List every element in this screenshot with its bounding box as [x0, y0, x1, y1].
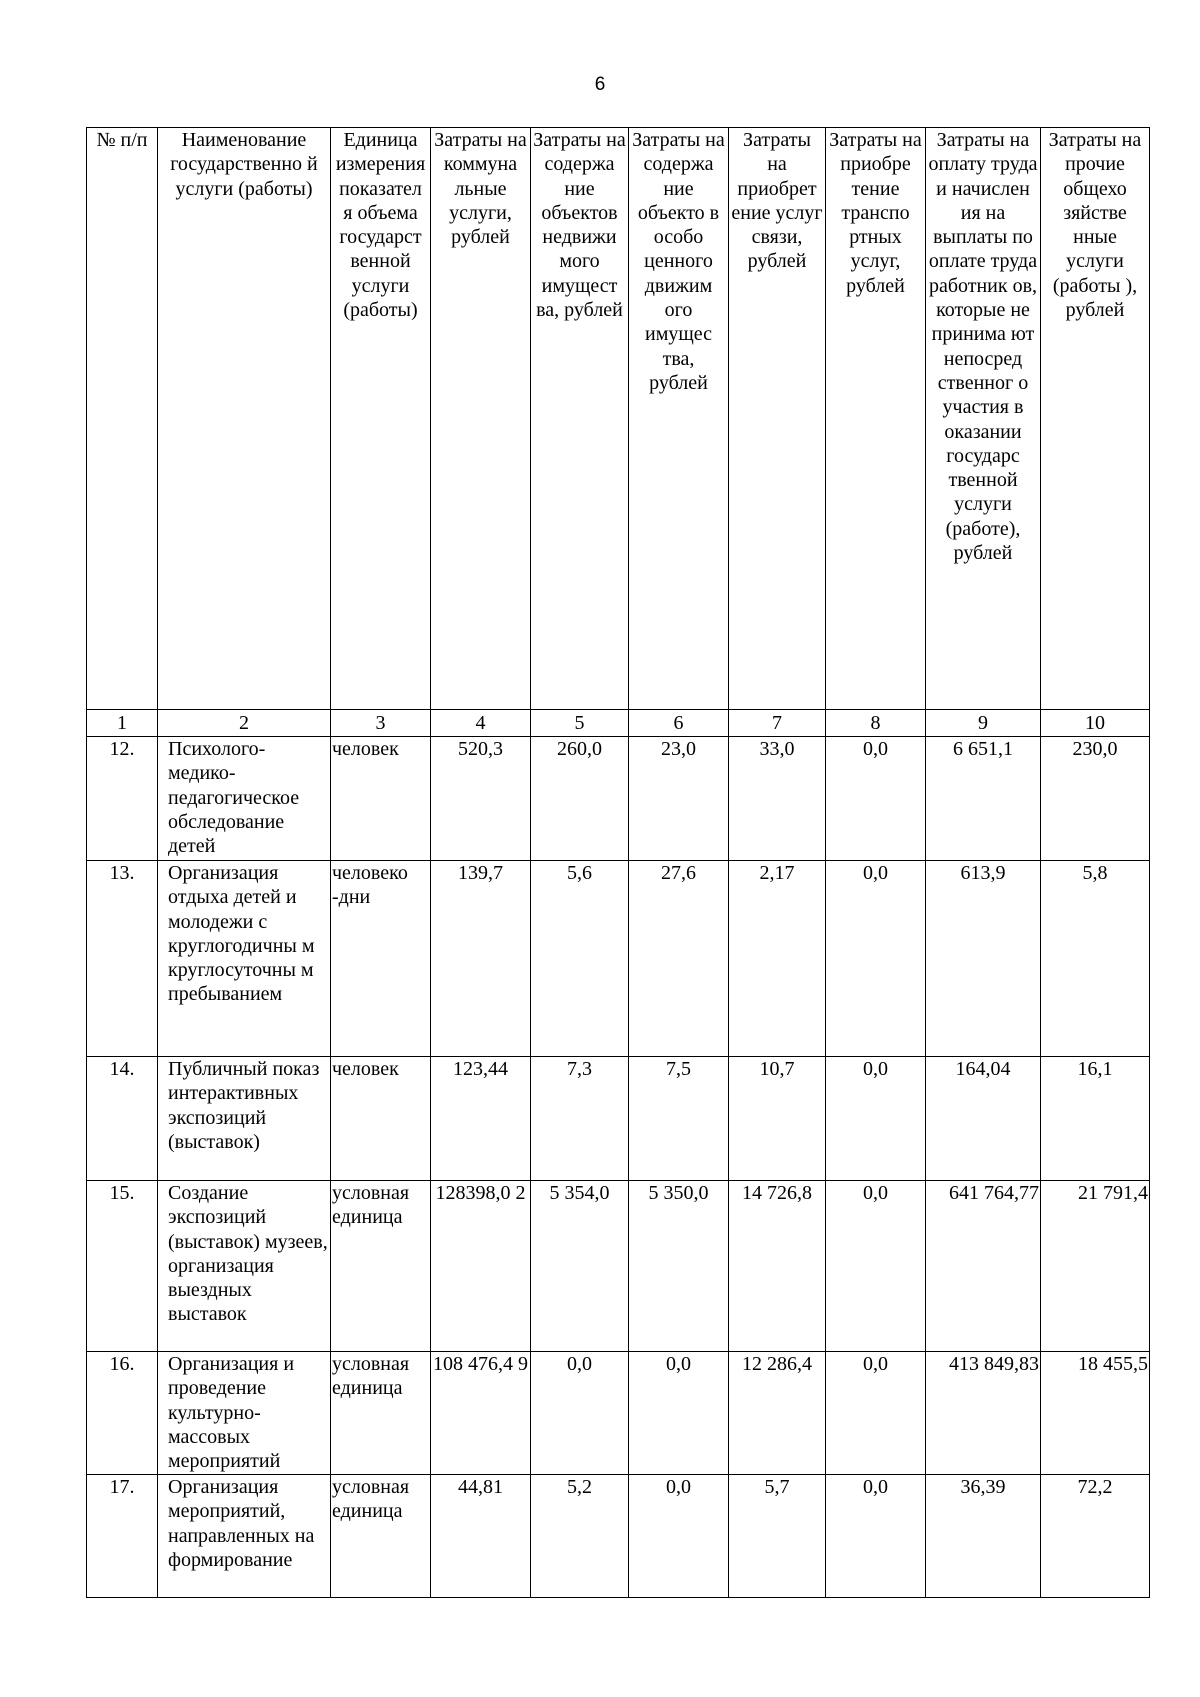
value-cell: 0,0 [629, 1352, 729, 1475]
column-number: 5 [531, 710, 629, 737]
value-cell: 44,81 [431, 1475, 531, 1598]
service-name: Публичный показ интерактивных экспозиций (выставок) [158, 1057, 331, 1181]
column-number: 2 [158, 710, 331, 737]
header-cell-communications: Затраты на приобрет ение услуг связи, рублей [729, 128, 826, 710]
value-cell: 0,0 [826, 861, 926, 1057]
value-cell: 5,2 [531, 1475, 629, 1598]
value-cell: 5,8 [1041, 861, 1150, 1057]
service-name: Организация мероприятий, направленных на формирование [158, 1475, 331, 1598]
column-number: 7 [729, 710, 826, 737]
value-cell: 520,3 [431, 737, 531, 861]
value-cell: 0,0 [531, 1352, 629, 1475]
table-row [87, 1057, 1150, 1181]
value-cell: 36,39 [926, 1475, 1041, 1598]
unit-cell: человеко -дни [331, 861, 431, 1057]
value-cell: 413 849,83 [926, 1352, 1041, 1475]
column-number-row [87, 710, 1150, 737]
value-cell: 2,17 [729, 861, 826, 1057]
value-cell: 123,44 [431, 1057, 531, 1181]
value-cell: 164,04 [926, 1057, 1041, 1181]
value-cell: 139,7 [431, 861, 531, 1057]
column-number: 8 [826, 710, 926, 737]
unit-cell: условная единица [331, 1352, 431, 1475]
value-cell: 5 354,0 [531, 1181, 629, 1352]
column-number: 4 [431, 710, 531, 737]
header-row [87, 128, 1150, 710]
column-number: 1 [87, 710, 158, 737]
value-cell: 641 764,77 [926, 1181, 1041, 1352]
column-number: 3 [331, 710, 431, 737]
header-cell-no: № п/п [87, 128, 158, 710]
column-number: 9 [926, 710, 1041, 737]
value-cell: 260,0 [531, 737, 629, 861]
header-cell-labor: Затраты на оплату труда и начислен ия на выплаты по оплате труда работник ов, которые не принима ют непосред ственног о участия в оказании государс твенной услуги (работе), рублей [926, 128, 1041, 710]
service-name: Психолого-медико-педагогическое обследование детей [158, 737, 331, 861]
value-cell: 27,6 [629, 861, 729, 1057]
unit-cell: условная единица [331, 1181, 431, 1352]
header-cell-real-estate: Затраты на содержа ние объектов недвижи мого имущест ва, рублей [531, 128, 629, 710]
row-number: 16. [87, 1352, 158, 1475]
header-cell-service-name: Наименование государственно й услуги (работы) [158, 128, 331, 710]
table-row [87, 1352, 1150, 1475]
value-cell: 0,0 [826, 1057, 926, 1181]
unit-cell: человек [331, 1057, 431, 1181]
table-row [87, 861, 1150, 1057]
value-cell: 230,0 [1041, 737, 1150, 861]
value-cell: 33,0 [729, 737, 826, 861]
value-cell: 16,1 [1041, 1057, 1150, 1181]
value-cell: 21 791,4 [1041, 1181, 1150, 1352]
column-number: 6 [629, 710, 729, 737]
table-row [87, 1475, 1150, 1598]
row-number: 17. [87, 1475, 158, 1598]
header-cell-transport: Затраты на приобре тение транспо ртных услуг, рублей [826, 128, 926, 710]
header-cell-unit: Единица измерения показател я объема государст венной услуги (работы) [331, 128, 431, 710]
value-cell: 23,0 [629, 737, 729, 861]
value-cell: 6 651,1 [926, 737, 1041, 861]
header-cell-utilities: Затраты на коммуна льные услуги, рублей [431, 128, 531, 710]
table-row [87, 1181, 1150, 1352]
unit-cell: человек [331, 737, 431, 861]
value-cell: 0,0 [826, 737, 926, 861]
value-cell: 5 350,0 [629, 1181, 729, 1352]
value-cell: 14 726,8 [729, 1181, 826, 1352]
header-cell-other: Затраты на прочие общехо зяйстве нные услуги (работы ), рублей [1041, 128, 1150, 710]
cost-table [86, 127, 1150, 1598]
value-cell: 72,2 [1041, 1475, 1150, 1598]
value-cell: 0,0 [826, 1181, 926, 1352]
value-cell: 613,9 [926, 861, 1041, 1057]
row-number: 12. [87, 737, 158, 861]
value-cell: 7,3 [531, 1057, 629, 1181]
value-cell: 0,0 [826, 1475, 926, 1598]
service-name: Организация отдыха детей и молодежи с круглогодичны м круглосуточны м пребыванием [158, 861, 331, 1057]
value-cell: 7,5 [629, 1057, 729, 1181]
row-number: 14. [87, 1057, 158, 1181]
row-number: 15. [87, 1181, 158, 1352]
column-number: 10 [1041, 710, 1150, 737]
header-cell-movable-property: Затраты на содержа ние объекто в особо ценного движим ого имущес тва, рублей [629, 128, 729, 710]
row-number: 13. [87, 861, 158, 1057]
value-cell: 5,6 [531, 861, 629, 1057]
service-name: Организация и проведение культурно-массовых мероприятий [158, 1352, 331, 1475]
value-cell: 0,0 [629, 1475, 729, 1598]
page-number: 6 [594, 74, 606, 95]
value-cell: 128398,0 2 [431, 1181, 531, 1352]
value-cell: 108 476,4 9 [431, 1352, 531, 1475]
value-cell: 18 455,5 [1041, 1352, 1150, 1475]
table-row [87, 737, 1150, 861]
service-name: Создание экспозиций (выставок) музеев, организация выездных выставок [158, 1181, 331, 1352]
value-cell: 10,7 [729, 1057, 826, 1181]
unit-cell: условная единица [331, 1475, 431, 1598]
value-cell: 5,7 [729, 1475, 826, 1598]
value-cell: 0,0 [826, 1352, 926, 1475]
value-cell: 12 286,4 [729, 1352, 826, 1475]
